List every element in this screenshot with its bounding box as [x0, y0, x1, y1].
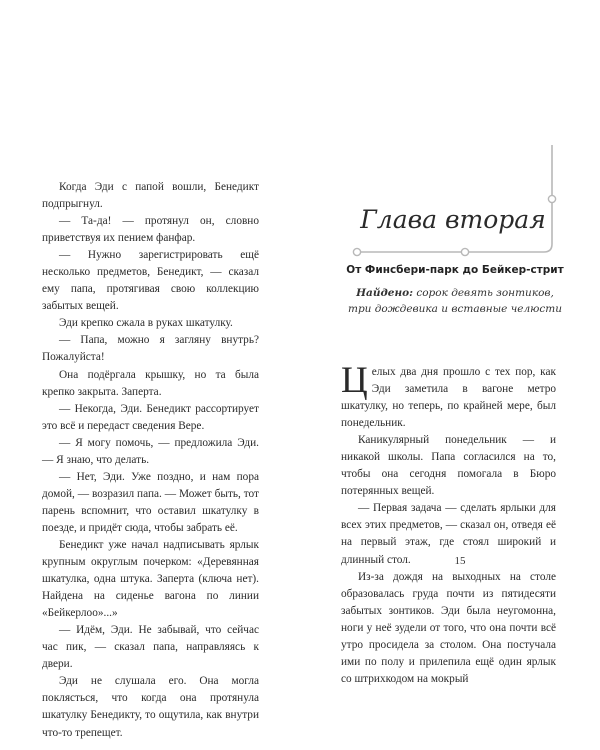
chapter-subtitle: От Финсбери-парк до Бейкер-стрит [346, 264, 564, 276]
paragraph: — Я могу помочь, — предложила Эди. — Я знаю, что делать. [42, 436, 259, 466]
page-number: 15 [454, 555, 466, 567]
paragraph: — Та-да! — протянул он, словно приветствуя их пением фанфар. [42, 215, 259, 245]
found-summary [345, 285, 565, 317]
paragraph: Когда Эди с папой вошли, Бенедикт подпрыгнул. [42, 181, 259, 211]
paragraph: Она подёргала крышку, но та была крепко закрыта. Заперта. [42, 368, 259, 398]
first-paragraph [341, 360, 556, 432]
paragraph: Из-за дождя на выходных на столе образовалась груда почти из пятидесяти забытых зонтиков. Эди была неугомонна, ноги у неё зудели от того, что она почти всё утро просидела за столом. Она постучала ими по полу и прилепила ещё один ярлык со штрихкодом на мокрый [341, 570, 556, 685]
found-text: сорок девять зонтиков, три дождевика и вставные челюсти [347, 287, 562, 315]
paragraph: Каникулярный понедельник — и никакой школы. Папа согласился на то, чтобы она сегодня помогала в Бюро потерянных вещей. [341, 434, 556, 498]
paragraph: Эди крепко сжала в руках шкатулку. [59, 317, 233, 330]
paragraph: Бенедикт уже начал надписывать ярлык крупным округлым почерком: «Деревянная шкатулка, одна штука. Заперта (ключа нет). Найдена на сиденье вагона по линии «Бейкерлоо»...» [42, 538, 259, 620]
paragraph: Эди не слушала его. Она могла поклясться, что когда она протянула шкатулку Бенедикту, то ощутила, как внутри что-то трепещет. [42, 675, 259, 739]
found-label: Найдено: [356, 287, 413, 299]
paragraph: — Нужно зарегистрировать ещё несколько предметов, Бенедикт, — сказал ему папа, протягивая свою коллекцию забытых вещей. [42, 249, 259, 313]
paragraph: — Некогда, Эди. Бенедикт рассортирует это всё и передаст сведения Вере. [42, 402, 259, 432]
right-page-body [341, 360, 556, 688]
drop-cap: Ц [341, 360, 368, 401]
paragraph: — Первая задача — сделать ярлыки для всех этих предметов, — сказал он, отведя её на первый этаж, где стоял широкий и длинный стол. [341, 502, 556, 566]
paragraph: — Папа, можно я загляну внутрь? Пожалуйста! [42, 334, 259, 364]
left-page-body [42, 179, 259, 742]
paragraph: — Нет, Эди. Уже поздно, и нам пора домой, — возразил папа. — Может быть, тот парень вспомнит, что оставил шкатулку в поезде, и придёт сюда, чтобы забрать её. [42, 470, 259, 534]
first-paragraph-text: елых два дня прошло с тех пор, как Эди заметила в вагоне метро шкатулку, но теперь, по крайней мере, был понедельник. [341, 366, 556, 430]
chapter-title: Глава вторая [360, 205, 546, 234]
paragraph: — Идём, Эди. Не забывай, что сейчас час пик, — сказал папа, направляясь к двери. [42, 624, 259, 671]
